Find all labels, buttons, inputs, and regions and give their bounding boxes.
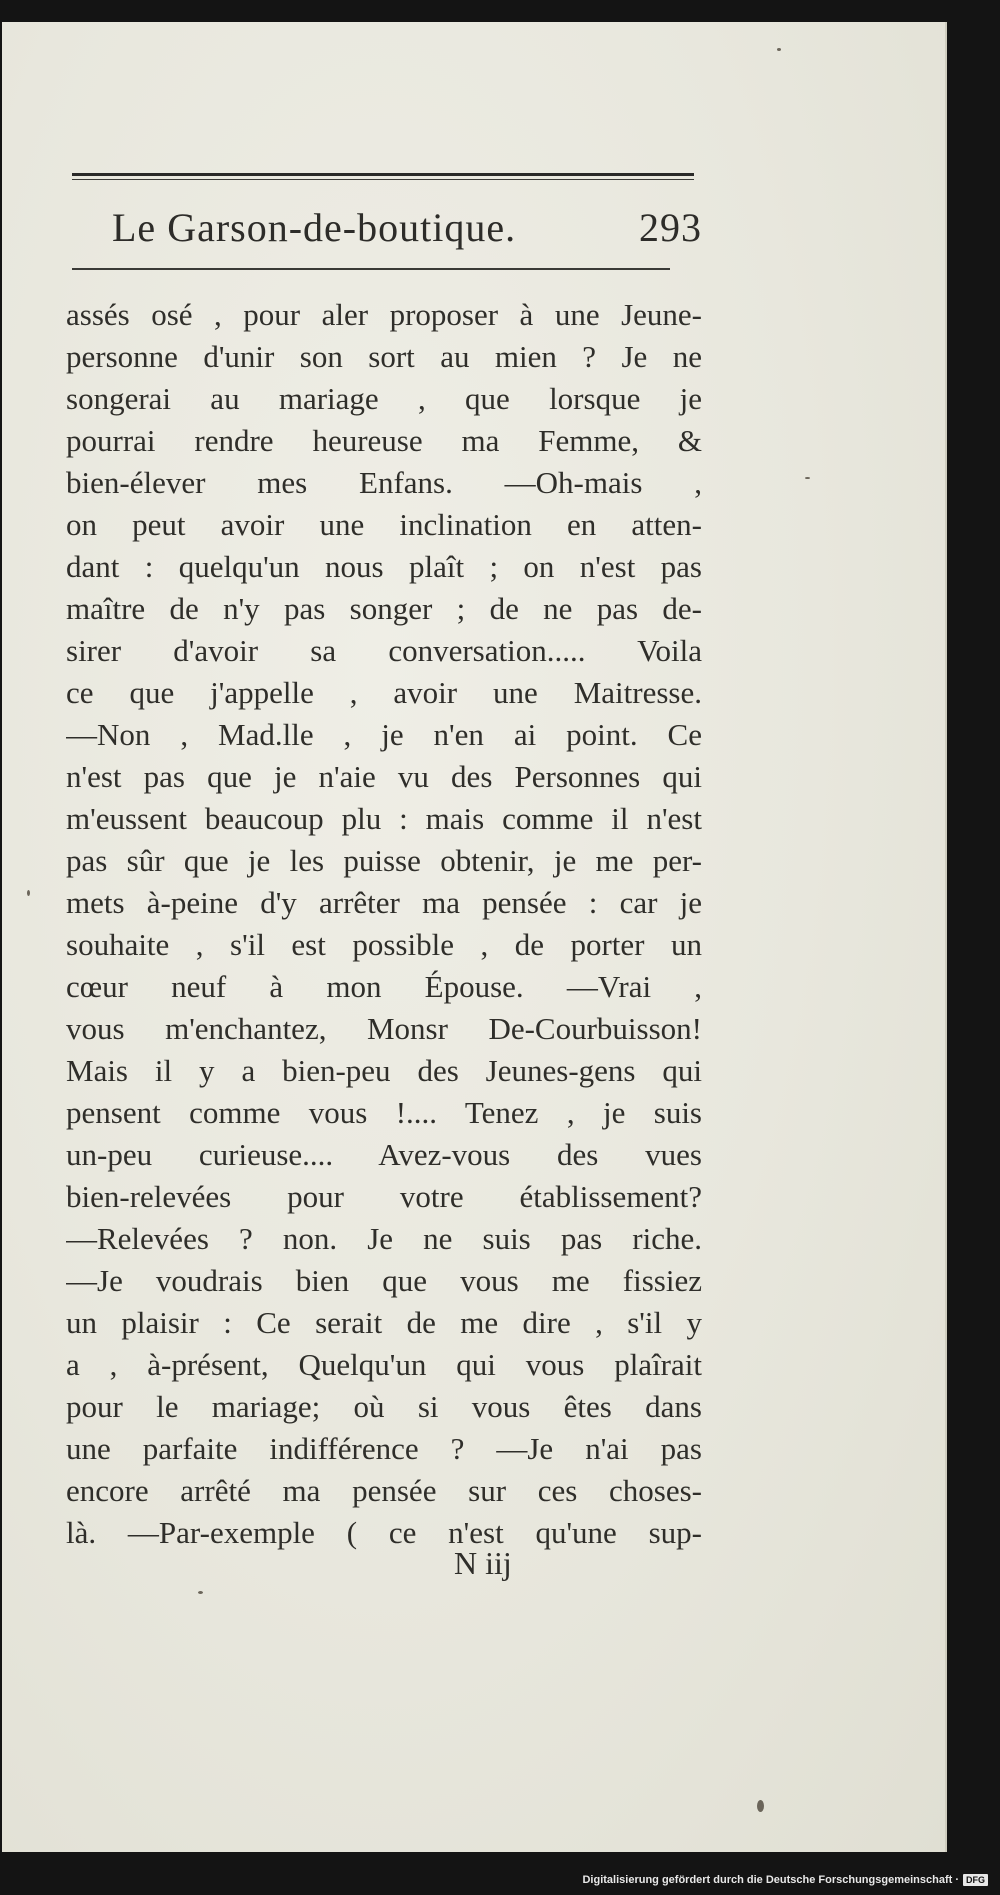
credit-text: Digitalisierung gefördert durch die Deutsche Forschungsgemeinschaft ·: [582, 1874, 959, 1886]
signature-mark: N iij: [454, 1545, 512, 1581]
text-line: —Relevées ? non. Je ne suis pas riche.: [66, 1221, 702, 1256]
text-line: un-peu curieuse.... Avez-vous des vues: [66, 1137, 702, 1172]
text-line: —Je voudrais bien que vous me fissiez: [66, 1263, 702, 1298]
paper-speck: [805, 477, 810, 479]
text-line: songerai au mariage , que lorsque je: [66, 381, 702, 416]
header-rule-top: [72, 173, 694, 176]
text-line: personne d'unir son sort au mien ? Je ne: [66, 339, 702, 374]
text-line: pour le mariage; où si vous êtes dans: [66, 1389, 702, 1424]
text-line: Mais il y a bien-peu des Jeunes-gens qui: [66, 1053, 702, 1088]
text-line: on peut avoir une inclination en atten-: [66, 507, 702, 542]
paper-speck: [757, 1800, 764, 1812]
text-line: bien-relevées pour votre établissement?: [66, 1179, 702, 1214]
text-line: une parfaite indifférence ? —Je n'ai pas: [66, 1431, 702, 1466]
page-number: 293: [639, 205, 702, 250]
text-line: dant : quelqu'un nous plaît ; on n'est pas: [66, 549, 702, 584]
header-rule-top-thin: [72, 179, 694, 180]
header-rule-bottom: [72, 268, 670, 270]
text-line: n'est pas que je n'aie vu des Personnes qui: [66, 759, 702, 794]
text-line: souhaite , s'il est possible , de porter un: [66, 927, 702, 962]
text-line: assés osé , pour aler proposer à une Jeune-: [66, 297, 702, 332]
paper-speck: [777, 48, 781, 51]
text-line: vous m'enchantez, Monsr De-Courbuisson!: [66, 1011, 702, 1046]
running-title: Le Garson-de-boutique.: [112, 205, 517, 250]
text-line: mets à-peine d'y arrêter ma pensée : car je: [66, 885, 702, 920]
text-line: m'eussent beaucoup plu : mais comme il n'est: [66, 801, 702, 836]
body-text: [66, 294, 702, 1554]
book-page: [2, 22, 947, 1852]
text-line: bien-élever mes Enfans. —Oh-mais ,: [66, 465, 702, 500]
text-line: cœur neuf à mon Épouse. —Vrai ,: [66, 969, 702, 1004]
paper-speck: [198, 1591, 203, 1594]
text-line: a , à-présent, Quelqu'un qui vous plaîrait: [66, 1347, 702, 1382]
text-line: maître de n'y pas songer ; de ne pas de-: [66, 591, 702, 626]
running-head: [112, 204, 702, 260]
text-line: pas sûr que je les puisse obtenir, je me per-: [66, 843, 702, 878]
text-line: sirer d'avoir sa conversation..... Voila: [66, 633, 702, 668]
text-line: un plaisir : Ce serait de me dire , s'il y: [66, 1305, 702, 1340]
text-line: pourrai rendre heureuse ma Femme, &: [66, 423, 702, 458]
text-line: là. —Par-exemple ( ce n'est qu'une sup-: [66, 1515, 702, 1550]
text-line: —Non , Mad.lle , je n'en ai point. Ce: [66, 717, 702, 752]
text-line: ce que j'appelle , avoir une Maitresse.: [66, 675, 702, 710]
paper-speck: [27, 890, 30, 896]
text-line: pensent comme vous !.... Tenez , je suis: [66, 1095, 702, 1130]
dfg-logo: DFG: [963, 1874, 988, 1886]
digitization-credit: [582, 1874, 988, 1886]
text-line: encore arrêté ma pensée sur ces choses-: [66, 1473, 702, 1508]
